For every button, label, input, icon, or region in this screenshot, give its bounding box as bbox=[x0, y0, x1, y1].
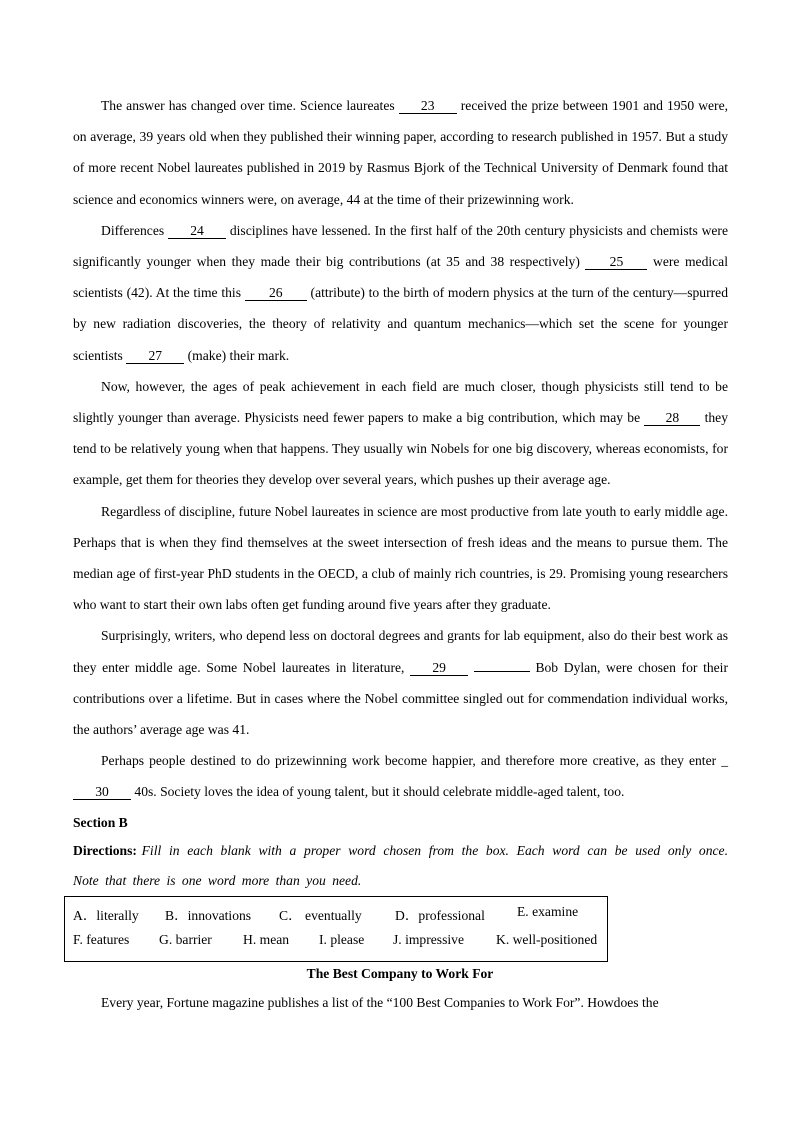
paragraph-2 bbox=[73, 215, 728, 371]
blank-25: 25 bbox=[585, 254, 647, 270]
directions-text: Fill in each blank with a proper word chosen from the box. Each word can be used only once. Note that there is one word more than you need. bbox=[73, 842, 728, 888]
section-heading: Section B bbox=[73, 814, 128, 830]
word-option: C． eventually bbox=[279, 908, 362, 923]
word-option: J. impressive bbox=[393, 932, 464, 947]
word-bank-box bbox=[64, 896, 608, 962]
blank-24: 24 bbox=[168, 223, 226, 239]
paragraph-text: (attribute) to the birth of modern physics at the turn of the century—spurred by new radiation discoveries, the theory of relativity and quantum mechanics—which set the scene for younger scientists bbox=[73, 285, 728, 363]
paragraph-text: Differences bbox=[101, 222, 168, 238]
word-option: H. mean bbox=[243, 932, 290, 947]
blank-28: 28 bbox=[644, 410, 700, 426]
passage-body bbox=[73, 90, 728, 896]
paragraph-1 bbox=[73, 90, 728, 215]
blank-29: 29 bbox=[410, 660, 468, 676]
paragraph-4: Regardless of discipline, future Nobel laureates in science are most productive from late youth to early middle age. Perhaps that is when they find themselves at the sweet intersection of fresh ideas and the means to pursue them. The median age of first-year PhD students in the OECD, a club of mainly rich countries, is 29. Promising young researchers who want to start their own labs often get funding around five years after they graduate. bbox=[73, 503, 728, 613]
blank-23: 23 bbox=[399, 98, 457, 114]
paragraph-intro: Every year, Fortune magazine publishes a list of the “100 Best Companies to Work For”. Howdoes the bbox=[101, 995, 659, 1010]
word-option: F. features bbox=[73, 932, 130, 947]
passage-title: The Best Company to Work For bbox=[306, 966, 494, 981]
paragraph-text: received the prize between 1901 and 1950 were, on average, 39 years old when they published their winning paper, according to research published in 1957. But a study of more recent Nobel laureates published in 2019 by Rasmus Bjork of the Technical University of Denmark found that science and economics winners were, on average, 44 at the time of their prizewinning work. bbox=[73, 98, 729, 207]
word-bank-row bbox=[65, 932, 607, 952]
paragraph-text: Now, however, the ages of peak achievement in each field are much closer, though physicists still tend to be slightly younger than average. Physicists need fewer papers to make a big contribution, which may be bbox=[73, 378, 728, 426]
word-option: K. well-positioned bbox=[496, 932, 598, 947]
word-option: D．professional bbox=[395, 908, 485, 923]
paragraph-text: Perhaps people destined to do prizewinning work become happier, and therefore more creative, as they enter _ bbox=[101, 753, 728, 769]
directions bbox=[73, 836, 728, 896]
blank-26: 26 bbox=[245, 285, 307, 301]
word-option: B．innovations bbox=[165, 908, 252, 923]
paragraph-text: Surprisingly, writers, who depend less on doctoral degrees and grants for lab equipment, also do their best work as they enter middle age. Some Nobel laureates in literature, bbox=[73, 628, 728, 675]
paragraph-6 bbox=[73, 745, 728, 807]
extra-blank-line bbox=[474, 671, 530, 672]
word-option: G. barrier bbox=[159, 932, 212, 947]
word-bank-row bbox=[65, 904, 607, 924]
word-option: A．literally bbox=[73, 908, 139, 923]
blank-27: 27 bbox=[126, 348, 184, 364]
paragraph-text: they tend to be relatively young when that happens. They usually win Nobels for one big discovery, whereas economists, for example, get them for theories they develop over several years, which pushes up their average age. bbox=[73, 410, 728, 488]
paragraph-3 bbox=[73, 371, 728, 496]
paragraph-text: were medical scientists (42). At the time this bbox=[73, 254, 728, 301]
directions-label: Directions: bbox=[73, 842, 137, 858]
paragraph-text: disciplines have lessened. In the first half of the 20th century physicists and chemists were significantly younger when they made their big contributions (at 35 and 38 respectively) bbox=[73, 222, 728, 270]
paragraph-5 bbox=[73, 620, 728, 745]
paragraph-text: Bob Dylan, were chosen for their contributions over a lifetime. But in cases where the Nobel committee singled out for commendation individual works, the authors’ average age was 41. bbox=[73, 659, 728, 738]
paragraph-text: (make) their mark. bbox=[184, 347, 290, 363]
word-option: I. please bbox=[319, 932, 365, 947]
word-option: E. examine bbox=[517, 904, 579, 919]
blank-30: 30 bbox=[73, 784, 131, 800]
paragraph-text: The answer has changed over time. Science laureates bbox=[101, 98, 399, 113]
paragraph-text: 40s. Society loves the idea of young talent, but it should celebrate middle-aged talent, too. bbox=[131, 784, 625, 800]
